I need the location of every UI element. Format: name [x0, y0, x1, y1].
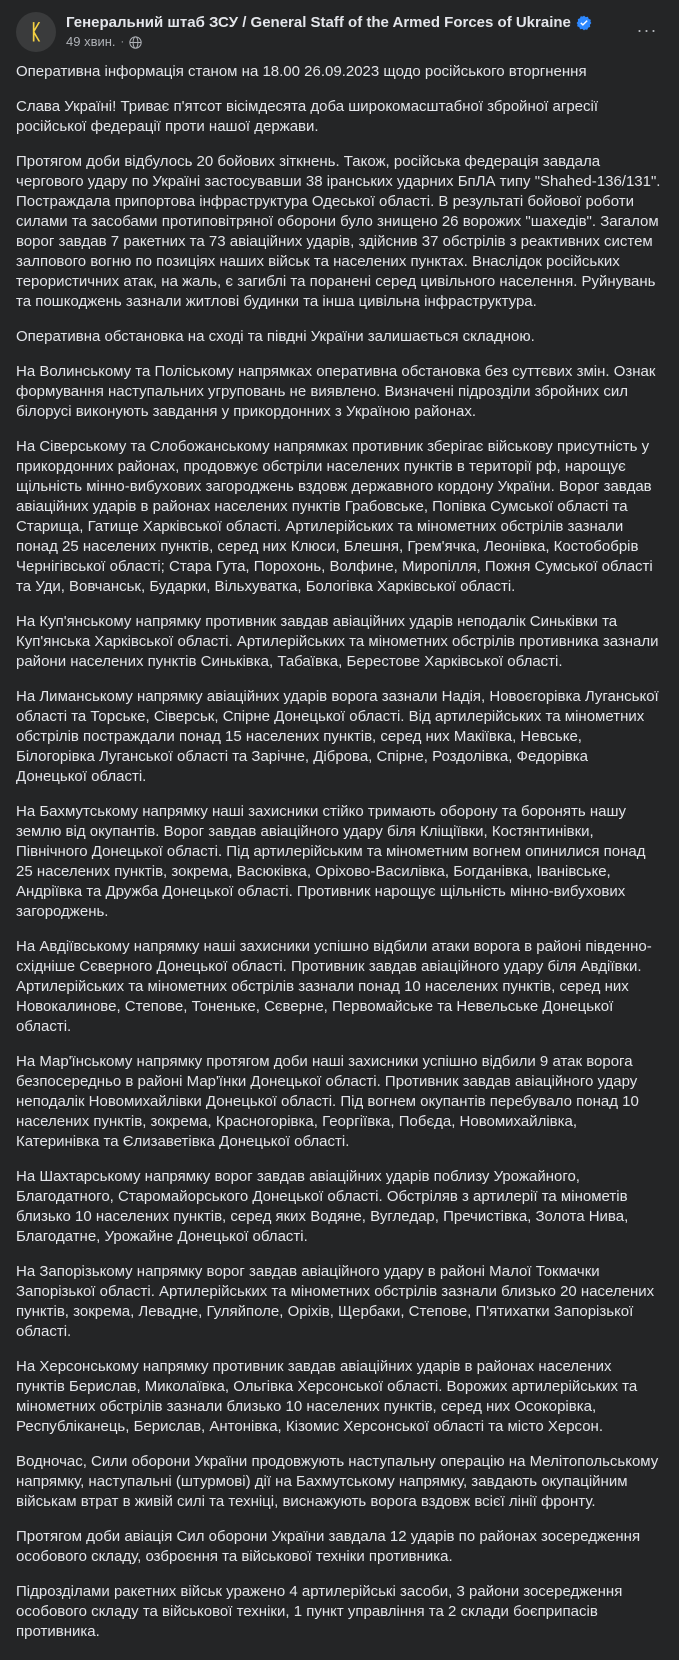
page-title-row — [66, 13, 631, 32]
post-paragraph: На Авдіївському напрямку наші захисники успішно відбили атаки ворога в районі південно-східніше Сєверного Донецької області. Противник завдав авіаційного удару біля Авдіївки. Артилерійських та мінометних обстрілів зазнали понад 10 населених пунктів, серед них Новокалинове, Степове, Тоненьке, Сєверне, Первомайське та Невельське Донецької області. — [16, 938, 652, 1035]
post-paragraph: Оперативна інформація станом на 18.00 26.09.2023 щодо російського вторгнення — [16, 63, 587, 80]
post-paragraph: На Лиманському напрямку авіаційних ударів ворога зазнали Надія, Новоєгорівка Луганської області та Торське, Сіверськ, Спірне Донецької області. Від артилерійських та мінометних обстрілів постраждали понад 15 населених пунктів, серед них Макіївка, Невське, Білогорівка Луганської області та Зарічне, Діброва, Спірне, Роздолівка, Федорівка Донецької області. — [16, 688, 659, 785]
post-options-button[interactable]: ··· — [636, 19, 658, 40]
post-paragraph: Підрозділами ракетних військ уражено 4 артилерійські засоби, 3 райони зосередження особового складу та військової техніки, 1 пункт управління та 2 склади боєприпасів противника. — [16, 1583, 623, 1640]
verified-badge-icon — [576, 15, 592, 31]
post-header — [0, 0, 679, 56]
post-body — [0, 56, 679, 1660]
post-paragraph: Слава Україні! Триває п'ятсот вісімдесята доба широкомасштабної збройної агресії російської федерації проти нашої держави. — [16, 98, 598, 135]
post-paragraph: Протягом доби відбулось 20 бойових зіткнень. Також, російська федерація завдала чергового удару по Україні застосувавши 38 іранських ударних БпЛА типу "Shahed-136/131". Постраждала припортова інфраструктура Одеської області. В результаті бойової роботи силами та засобами протиповітряної оборони було знищено 26 ворожих "шахедів". Загалом ворог завдав 7 ракетних та 73 авіаційних ударів, здійснив 37 обстрілів з реактивних систем залпового вогню по позиціях наших військ та населених пунктах. Внаслідок російських терористичних атак, на жаль, є загиблі та поранені серед цивільного населення. Руйнувань та пошкоджень зазнали житлові будинки та інша цивільна інфраструктура. — [16, 153, 661, 310]
post-header-text — [66, 12, 631, 50]
post-paragraph: На Бахмутському напрямку наші захисники стійко тримають оборону та боронять нашу землю від окупантів. Ворог завдав авіаційного удару біля Кліщіївки, Костянтинівки, Північного Донецької області. Під артилерійським та мінометним вогнем опинилися понад 25 населених пунктів, зокрема, Васюківка, Оріхово-Василівка, Богданівка, Іванівське, Андріївка та Дружба Донецької області. Противник нарощує щільність мінно-вибухових загороджень. — [16, 803, 646, 920]
page-name[interactable]: Генеральний штаб ЗСУ / General Staff of the Armed Forces of Ukraine — [66, 14, 571, 31]
post-paragraph: Оперативна обстановка на сході та півдні України залишається складною. — [16, 328, 535, 345]
post-paragraph: На Сіверському та Слобожанському напрямках противник зберігає військову присутність у прикордонних районах, продовжує обстріли населених пунктів в території рф, нарощує щільність мінно-вибухових загороджень вздовж державного кордону України. Ворог завдав авіаційних ударів в районах населених пунктів Грабовське, Попівка Сумської області та Старища, Гатище Харківської області. Артилерійських та мінометних обстрілів зазнали понад 25 населених пунктів, серед них Клюси, Блешня, Грем'ячка, Леонівка, Костобобрів Чернігівської області; Стара Гута, Порохонь, Волфине, Миропілля, Пожня Сумської області та Уди, Вовчанськ, Бударки, Вільхуватка, Бологівка Харківської області. — [16, 438, 653, 595]
globe-icon — [129, 36, 142, 49]
post-meta — [66, 34, 631, 50]
post-paragraph: Водночас, Сили оборони України продовжують наступальну операцію на Мелітопольському напрямку, наступальні (штурмові) дії на Бахмутському напрямку, завдають окупаційним військам втрат в живій силі та техніці, виснажують ворога вздовж всієї лінії фронту. — [16, 1453, 659, 1510]
post-paragraph: На Мар'їнському напрямку протягом доби наші захисники успішно відбили 9 атак ворога безпосередньо в районі Мар'їнки Донецької області. Противник завдав авіаційного удару неподалік Новомихайлівки Донецької області. Під вогнем окупантів перебувало понад 10 населених пунктів, зокрема, Красногорівка, Георгіївка, Побєда, Новомихайлівка, Катеринівка та Єлизаветівка Донецької області. — [16, 1053, 639, 1150]
post-paragraph: На Волинському та Поліському напрямках оперативна обстановка без суттєвих змін. Ознак формування наступальних угруповань не виявлено. Визначені підрозділи збройних сил білорусі виконують завдання у прикордонних з Україною районах. — [16, 363, 656, 420]
post-paragraph: Протягом доби авіація Сил оборони України завдала 12 ударів по районах зосередження особового складу, озброєння та військової техніки противника. — [16, 1528, 641, 1565]
post-paragraph: На Запорізькому напрямку ворог завдав авіаційного удару в районі Малої Токмачки Запорізької області. Артилерійських та мінометних обстрілів зазнали близько 20 населених пунктів, зокрема, Левадне, Гуляйполе, Оріхів, Щербаки, Степове, П'ятихатки Запорізької області. — [16, 1263, 655, 1340]
post-paragraph: На Куп'янському напрямку противник завдав авіаційних ударів неподалік Синьківки та Куп'янська Харківської області. Артилерійських та мінометних обстрілів противника зазнали райони населених пунктів Синьківка, Табаївка, Берестове Харківської області. — [16, 613, 659, 670]
post-paragraph: На Шахтарському напрямку ворог завдав авіаційних ударів поблизу Урожайного, Благодатного, Старомайорського Донецької області. Обстріляв з артилерії та мінометів близько 10 населених пунктів, серед яких Водяне, Вугледар, Пречистівка, Золота Нива, Благодатне, Урожайне Донецької області. — [16, 1168, 629, 1245]
post-paragraph: На Херсонському напрямку противник завдав авіаційних ударів в районах населених пунктів Берислав, Миколаївка, Ольгівка Херсонської області. Ворожих артилерійських та мінометних обстрілів зазнали близько 10 населених пунктів, серед них Осокорівка, Республіканець, Берислав, Антонівка, Кізомис Херсонської області та місто Херсон. — [16, 1358, 638, 1435]
trident-emblem-icon: ᛕ — [29, 19, 43, 44]
post-timestamp[interactable]: 49 хвин. — [66, 34, 116, 49]
meta-separator: · — [120, 36, 125, 48]
avatar[interactable] — [16, 12, 56, 52]
